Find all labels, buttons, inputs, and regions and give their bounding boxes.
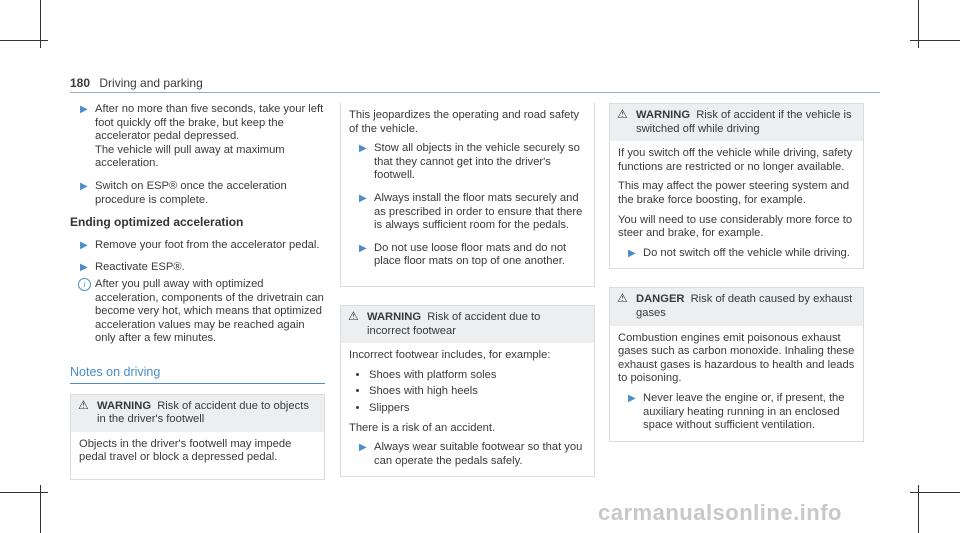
section-title: Driving and parking [99,76,203,90]
crop-mark [0,40,48,41]
warning-title: Risk of accident if the vehicle is switched off while driving [636,109,852,135]
warning-label: WARNING [367,310,422,323]
page-header [70,76,203,90]
arrow-icon: ▶ [359,192,367,204]
column-1 [70,103,325,480]
danger-box: ⚠ DANGER Risk of death caused by exhaust gases Combustion engines emit poisonous exhaust gases such as carbon monoxide. Inhaling these exhaust gases is hazardous to health and leads to poisoning. ▶ Never leave the engine or, if present, the auxiliary heating running in an enclosed space without sufficient ventilation. [609,287,864,441]
step: ▶ Remove your foot from the accelerator pedal. [80,238,320,251]
warning-title: Risk of accident due to objects in the driver's footwell [97,399,309,426]
step: ▶ After no more than five seconds, take your left foot quickly off the brake, but keep the accelerator pedal depressed. The vehicle will pull away at maximum acceleration. [80,103,324,170]
column-2 [340,103,595,477]
step: ▶ Reactivate ESP®. [80,261,185,274]
column-3 [609,103,864,442]
danger-icon: ⚠ [617,291,628,306]
warning-title: Risk of accident due to incorrect footwear [367,310,541,337]
danger-label: DANGER [636,293,685,306]
arrow-icon: ▶ [628,247,636,259]
list-item: • Shoes with high heels [369,385,586,399]
step: ▶ Do not use loose floor mats and do not place floor mats on top of one another. [359,241,567,268]
header-rule [70,92,880,93]
warning-icon: ⚠ [348,308,359,323]
list-item: • Shoes with platform soles [369,369,586,383]
arrow-icon: ▶ [628,392,636,404]
warning-icon: ⚠ [617,107,628,121]
warning-label: WARNING [97,399,152,412]
warning-box: ⚠ WARNING Risk of accident if the vehicle is switched off while driving If you switch off the vehicle while driving, safety functions are restricted or no longer available. This may affect the power steering system and the brake force boosting, for example. You will need to use considerably more force to steer and brake, for example. ▶ Do not switch off the vehicle while driving. [609,103,864,269]
warning-icon: ⚠ [78,397,89,412]
danger-title: Risk of death caused by exhaust gases [636,293,853,319]
crop-mark [0,492,48,493]
step: ▶ Always wear suitable footwear so that you can operate the pedals safely. [359,441,583,467]
arrow-icon: ▶ [80,239,88,251]
step: ▶ Do not switch off the vehicle while driving. [628,246,850,259]
arrow-icon: ▶ [359,442,367,454]
warning-box-continued: This jeopardizes the operating and road safety of the vehicle. ▶ Stow all objects in the vehicle securely so that they cannot get into the driver's footwell. ▶ Always install the floor mats securely and as prescribed in order to ensure that there is always sufficient room for the pedals. ▶ Do not use loose floor mats and do not place floor mats on top of one another. [340,103,595,287]
arrow-icon: ▶ [80,180,88,192]
arrow-icon: ▶ [80,262,88,274]
section-heading: Ending optimized acceleration [70,215,244,230]
list-item: • Slippers [369,402,586,416]
step: ▶ Stow all objects in the vehicle securely so that they cannot get into the driver's footwell. [359,142,580,182]
warning-body: Objects in the driver's footwell may impede pedal travel or block a depressed pedal. [79,437,292,464]
warning-label: WARNING [636,109,691,121]
arrow-icon: ▶ [359,143,367,155]
info-icon: i [78,278,91,291]
warning-box: ⚠ WARNING Risk of accident due to incorrect footwear Incorrect footwear includes, for example: • Shoes with platform soles • Shoes with high heels • Slippers There is a risk of an accident. ▶ Always wear suitable footwear so that you can operate the pedals safely. [340,305,595,477]
watermark: carmanualsonline.info [598,500,842,525]
arrow-icon: ▶ [359,242,367,254]
step: ▶ Switch on ESP® once the acceleration procedure is complete. [80,179,287,206]
info-note: i After you pull away with optimized acceleration, components of the drivetrain can become very hot, which means that optimized acceleration values may be reached again only after a few minutes. [70,278,325,346]
warning-box [70,394,325,480]
subsection-title: Notes on driving [70,366,325,384]
arrow-icon: ▶ [80,104,88,115]
crop-mark [910,40,960,41]
page-number: 180 [70,76,91,90]
step: ▶ Never leave the engine or, if present, the auxiliary heating running in an enclosed space without sufficient ventilation. [628,391,845,432]
step: ▶ Always install the floor mats securely and as prescribed in order to ensure that there is always sufficient room for the pedals. [359,191,583,232]
bullet-list [349,369,586,416]
crop-mark [910,492,960,493]
